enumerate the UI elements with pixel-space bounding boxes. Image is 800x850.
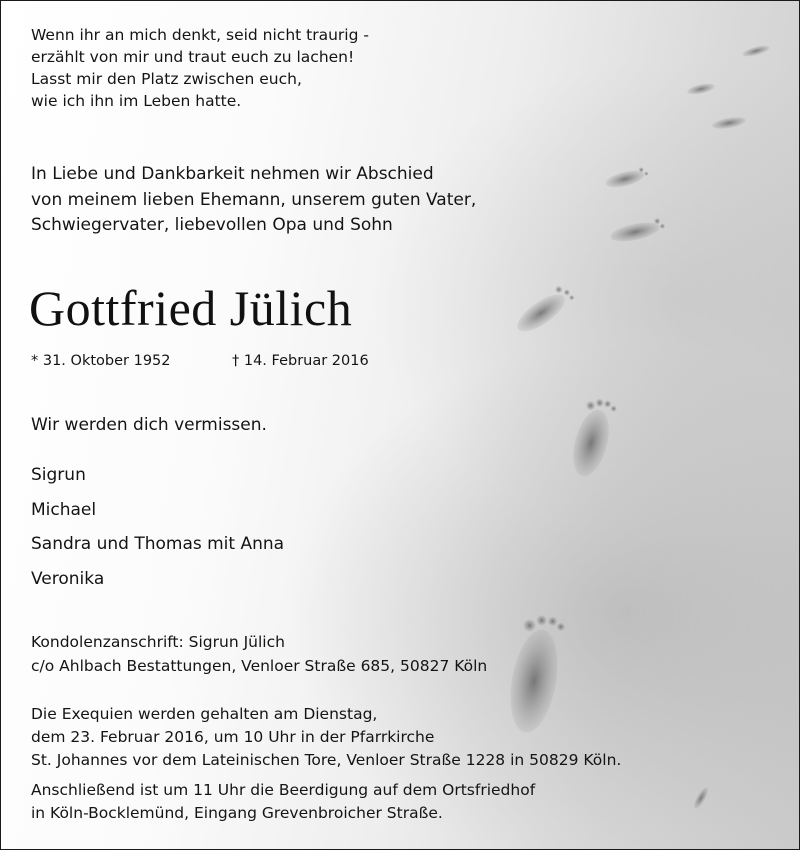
funeral-service-info: [31, 703, 621, 772]
farewell-message: Wir werden dich vermissen.: [31, 415, 267, 435]
condolence-line: c/o Ahlbach Bestattungen, Venloer Straße 685, 50827 Köln: [31, 657, 488, 675]
deceased-name: Gottfried Jülich: [29, 280, 353, 336]
birth-date: * 31. Oktober 1952: [31, 353, 171, 369]
verse-line: erzählt von mir und traut euch zu lachen!: [31, 48, 355, 66]
mourners-list: [31, 458, 284, 596]
mourner-name: Sigrun: [31, 465, 86, 485]
intro-line: Schwiegervater, liebevollen Opa und Sohn: [31, 215, 393, 235]
farewell-intro: [31, 162, 476, 239]
mourner-name: Veronika: [31, 568, 105, 589]
condolence-line: Kondolenzanschrift: Sigrun Jülich: [31, 633, 285, 651]
burial-info: [31, 779, 535, 825]
service-line: Die Exequien werden gehalten am Dienstag,: [31, 705, 378, 723]
verse-line: Lasst mir den Platz zwischen euch,: [31, 70, 302, 88]
condolence-address: [31, 630, 487, 678]
burial-line: in Köln-Bocklemünd, Eingang Grevenbroicher Straße.: [31, 804, 443, 822]
intro-line: von meinem lieben Ehemann, unserem guten Vater,: [31, 189, 477, 210]
death-date: † 14. Februar 2016: [232, 353, 369, 369]
verse-line: wie ich ihn im Leben hatte.: [31, 92, 242, 110]
verse-line: Wenn ihr an mich denkt, seid nicht traurig -: [31, 26, 369, 44]
service-line: St. Johannes vor dem Lateinischen Tore, Venloer Straße 1228 in 50829 Köln.: [31, 751, 622, 769]
service-line: dem 23. Februar 2016, um 10 Uhr in der Pfarrkirche: [31, 728, 435, 746]
mourner-name: Michael: [31, 499, 97, 520]
verse: [31, 24, 369, 112]
intro-line: In Liebe und Dankbarkeit nehmen wir Abschied: [31, 164, 434, 184]
burial-line: Anschließend ist um 11 Uhr die Beerdigung auf dem Ortsfriedhof: [31, 781, 536, 799]
mourner-name: Sandra und Thomas mit Anna: [31, 534, 285, 554]
notice-text: [1, 1, 800, 850]
